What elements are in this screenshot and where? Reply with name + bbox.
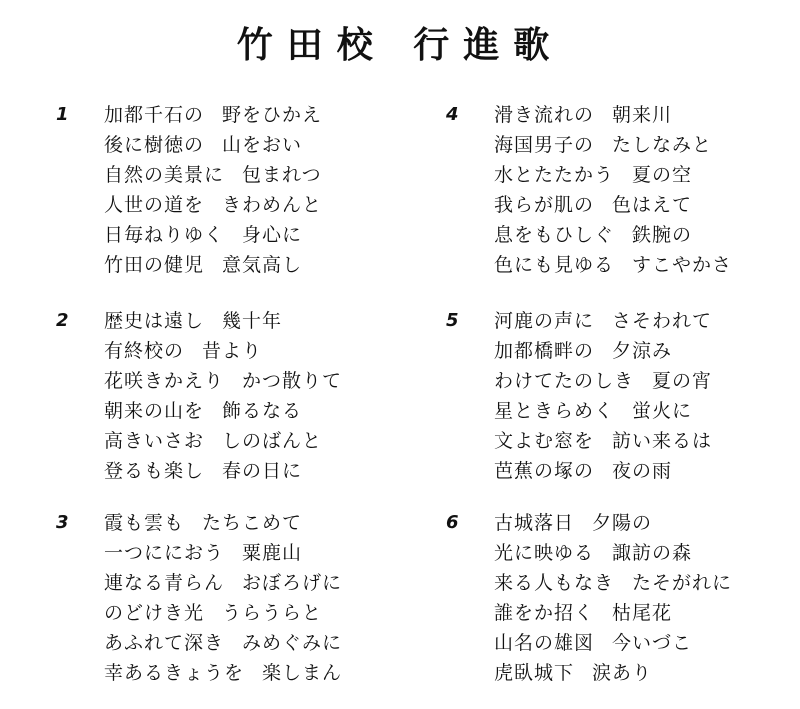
verse-line: 色にも見ゆる すこやかさ — [494, 254, 733, 276]
page-title: 竹田校 行進歌 — [236, 25, 564, 66]
verse-line: 古城落日 夕陽の — [494, 512, 653, 534]
verse-number: 4 — [446, 104, 459, 125]
verse-line: 日毎ねりゆく 身心に — [104, 224, 303, 246]
verse-line: 竹田の健児 意気高し — [104, 254, 303, 276]
verse-line: 自然の美景に 包まれつ — [104, 164, 322, 186]
verse-number: 1 — [56, 104, 69, 125]
verse-number: 3 — [56, 512, 69, 533]
verse-number: 6 — [446, 512, 459, 533]
verse-line: わけてたのしき 夏の宵 — [494, 370, 713, 392]
verse-line: 星ときらめく 蛍火に — [494, 400, 693, 422]
verse-line: 息をもひしぐ 鉄腕の — [494, 224, 693, 246]
verse-line: 虎臥城下 涙あり — [494, 662, 653, 684]
verse-line: 霞も雲も たちこめて — [104, 512, 303, 534]
verse-line: 加都橋畔の 夕涼み — [494, 340, 673, 362]
verse-line: 歴史は遠し 幾十年 — [104, 310, 283, 332]
verse-line: 文よむ窓を 訪い来るは — [494, 430, 713, 452]
verse-number: 2 — [56, 310, 69, 331]
verse-line: 朝来の山を 飾るなる — [104, 400, 303, 422]
verse-line: 登るも楽し 春の日に — [104, 460, 303, 482]
verse-line: 山名の雄図 今いづこ — [494, 632, 693, 654]
verse-line: 芭蕉の塚の 夜の雨 — [494, 460, 673, 482]
verse-line: 人世の道を きわめんと — [104, 194, 323, 216]
verse-line: 我らが肌の 色はえて — [494, 194, 693, 216]
verse-line: 光に映ゆる 諏訪の森 — [494, 542, 693, 564]
verse-line: あふれて深き みめぐみに — [104, 632, 343, 654]
verse-line: のどけき光 うらうらと — [104, 602, 323, 624]
verse-number: 5 — [446, 310, 459, 331]
verse-line: 来る人もなき たそがれに — [494, 572, 733, 594]
verse-line: 水とたたかう 夏の空 — [494, 164, 693, 186]
verse-line: 一つににおう 粟鹿山 — [104, 542, 303, 564]
verse-line: 花咲きかえり かつ散りて — [104, 370, 343, 392]
verse-line: 後に樹徳の 山をおい — [104, 134, 303, 156]
verse-line: 高きいさお しのばんと — [104, 430, 323, 452]
verse-line: 滑き流れの 朝来川 — [494, 104, 673, 126]
verse-line: 河鹿の声に さそわれて — [494, 310, 713, 332]
verse-line: 連なる青らん おぼろげに — [104, 572, 343, 594]
verse-line: 海国男子の たしなみと — [494, 134, 713, 156]
verse-line: 加都千石の 野をひかえ — [104, 104, 323, 126]
verse-line: 有終校の 昔より — [104, 340, 263, 362]
verse-line: 幸あるきょうを 楽しまん — [104, 662, 343, 684]
verse-line: 誰をか招く 枯尾花 — [494, 602, 673, 624]
